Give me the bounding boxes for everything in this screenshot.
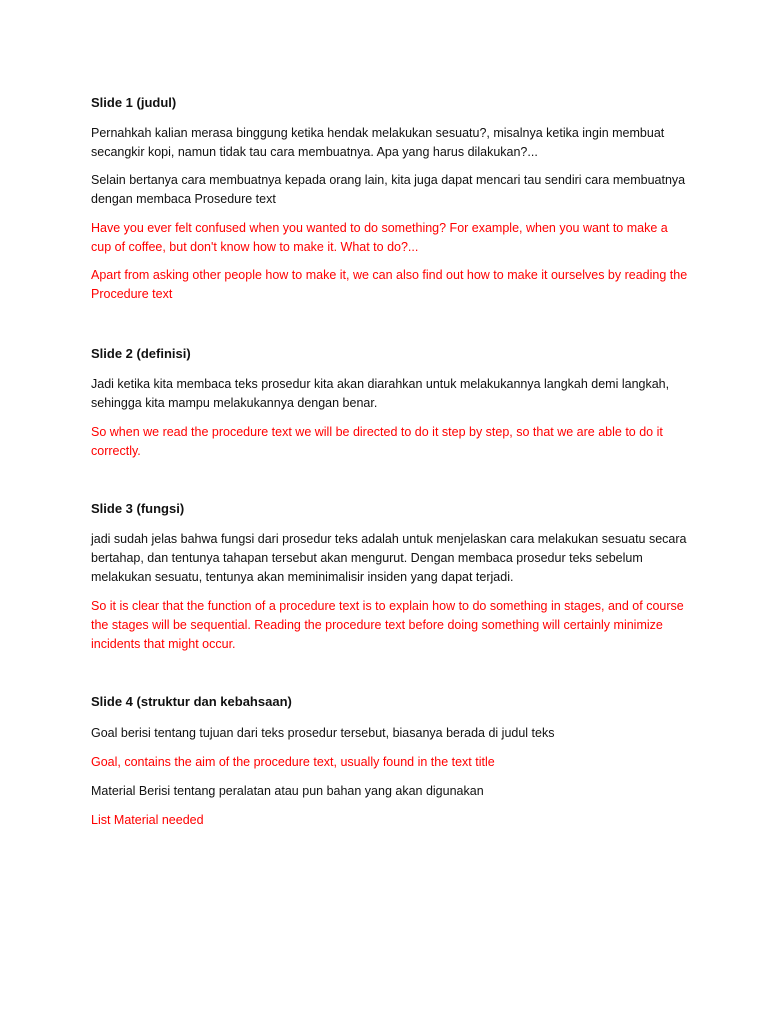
slide-4-goal-indonesian: Goal berisi tentang tujuan dari teks prosedur tersebut, biasanya berada di judul teks — [91, 726, 555, 740]
slide-4-heading: Slide 4 (struktur dan kebahsaan) — [91, 694, 292, 709]
slide-4-material-indonesian: Material Berisi tentang peralatan atau pun bahan yang akan digunakan — [91, 784, 484, 798]
slide-1-paragraph-indonesian-2: Selain bertanya cara membuatnya kepada orang lain, kita juga dapat mencari tau sendiri cara membuatnya dengan membaca Prosedure text — [91, 173, 686, 206]
slide-2-paragraph-indonesian: Jadi ketika kita membaca teks prosedur kita akan diarahkan untuk melakukannya langkah demi langkah, sehingga kita mampu melakukannya dengan benar. — [91, 377, 670, 410]
slide-3-heading: Slide 3 (fungsi) — [91, 501, 185, 516]
slide-2-heading: Slide 2 (definisi) — [91, 346, 191, 361]
slide-3-paragraph-english: So it is clear that the function of a procedure text is to explain how to do something in stages, and of course the stages will be sequential. Reading the procedure text before doing something will certainly minimize incidents that might occur. — [91, 599, 684, 651]
slide-2-paragraph-english: So when we read the procedure text we will be directed to do it step by step, so that we are able to do it correctly. — [91, 425, 663, 458]
slide-1-heading: Slide 1 (judul) — [91, 95, 177, 110]
slide-3-paragraph-indonesian: jadi sudah jelas bahwa fungsi dari prosedur teks adalah untuk menjelaskan cara melakukan sesuatu secara bertahap, dan tentunya tahapan tersebut akan mengurut. Dengan membaca prosedur teks sebelum melakukan sesuatu, tentunya akan meminimalisir insiden yang dapat terjadi. — [91, 532, 687, 584]
slide-4-goal-english: Goal, contains the aim of the procedure text, usually found in the text title — [91, 755, 495, 769]
slide-1-paragraph-english-1: Have you ever felt confused when you wanted to do something? For example, when you want to make a cup of coffee, but don't know how to make it. What to do?... — [91, 221, 668, 254]
slide-1-paragraph-indonesian-1: Pernahkah kalian merasa binggung ketika hendak melakukan sesuatu?, misalnya ketika ingin membuat secangkir kopi, namun tidak tau cara membuatnya. Apa yang harus dilakukan?... — [91, 126, 665, 159]
slide-4-material-english: List Material needed — [91, 813, 204, 827]
slide-1-paragraph-english-2: Apart from asking other people how to make it, we can also find out how to make it ourselves by reading the Procedure text — [91, 268, 688, 301]
